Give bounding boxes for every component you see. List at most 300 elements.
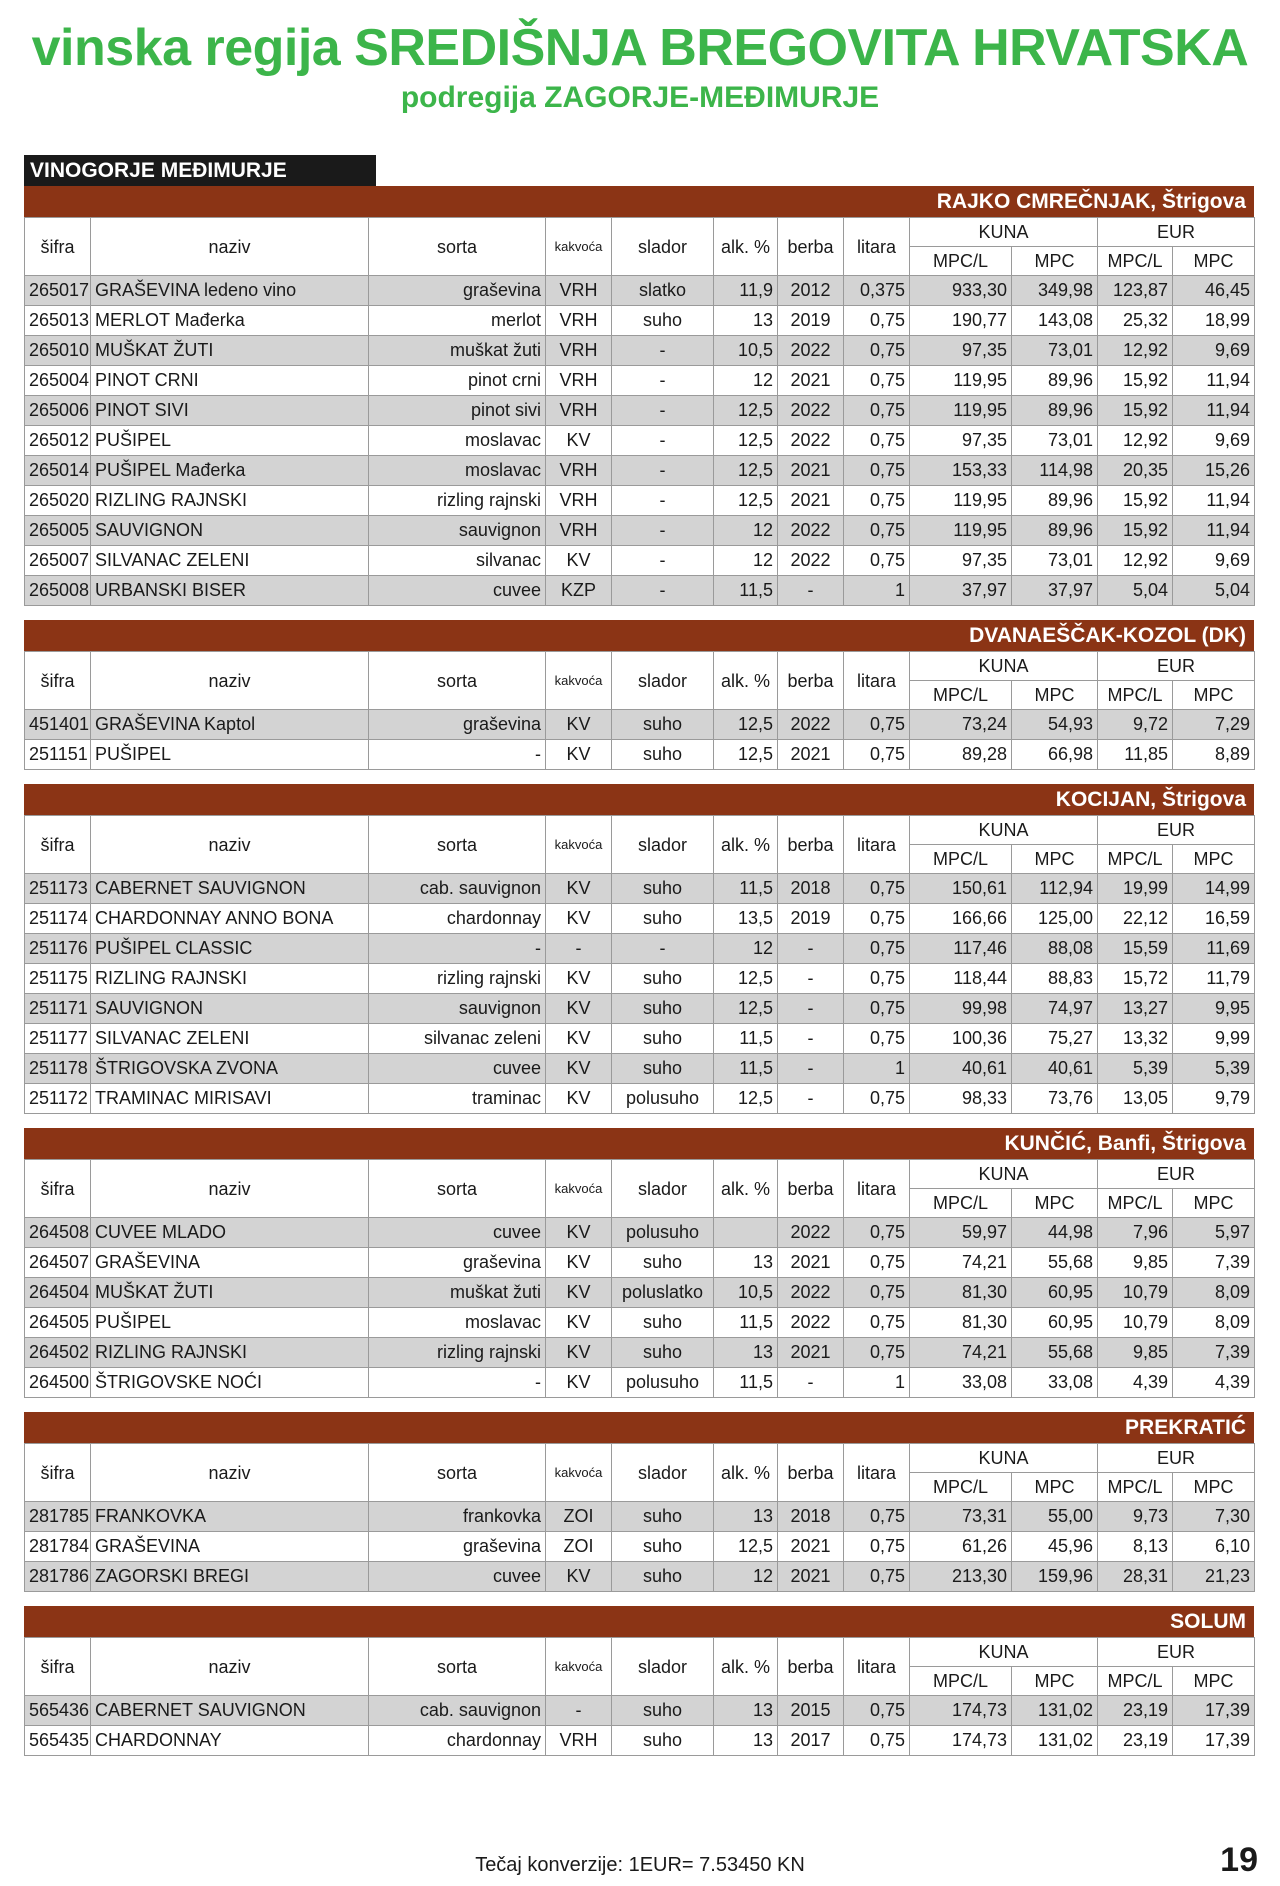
cell-vintage: 2022	[778, 546, 844, 576]
cell-sugar: polusuho	[612, 1218, 714, 1248]
cell-eur-mpc: 18,99	[1173, 306, 1255, 336]
cell-vintage: -	[778, 1368, 844, 1398]
cell-name: RIZLING RAJNSKI	[91, 1338, 369, 1368]
subregion-title: podregija ZAGORJE-MEĐIMURJE	[400, 81, 880, 114]
cell-name: MUŠKAT ŽUTI	[91, 1278, 369, 1308]
cell-eur-mpc: 7,30	[1173, 1502, 1255, 1532]
table-row	[25, 1726, 1255, 1756]
cell-volume: 0,75	[844, 964, 910, 994]
cell-volume: 0,75	[844, 874, 910, 904]
cell-eur-mpc-per-litre: 28,31	[1098, 1562, 1173, 1592]
cell-sugar: suho	[612, 1338, 714, 1368]
header-eur: EUR	[1098, 218, 1255, 247]
cell-quality: KV	[546, 1338, 612, 1368]
price-table	[24, 1637, 1255, 1756]
cell-variety: cuvee	[369, 1054, 546, 1084]
header-kuna-mpc: MPC	[1012, 247, 1098, 276]
table-row	[25, 426, 1255, 456]
cell-kuna-mpc-per-litre: 99,98	[910, 994, 1012, 1024]
price-table	[24, 1159, 1255, 1398]
cell-quality: KV	[546, 1368, 612, 1398]
cell-alcohol: 12	[714, 934, 778, 964]
cell-kuna-mpc: 73,01	[1012, 426, 1098, 456]
cell-vintage: 2022	[778, 516, 844, 546]
header-eur-mpc-per-litre: MPC/L	[1098, 1473, 1173, 1502]
cell-volume: 0,75	[844, 1532, 910, 1562]
cell-name: SAUVIGNON	[91, 994, 369, 1024]
cell-kuna-mpc-per-litre: 117,46	[910, 934, 1012, 964]
header-eur-mpc: MPC	[1173, 1473, 1255, 1502]
cell-sugar: polusuho	[612, 1084, 714, 1114]
cell-quality: KV	[546, 1248, 612, 1278]
table-row	[25, 934, 1255, 964]
cell-eur-mpc-per-litre: 13,05	[1098, 1084, 1173, 1114]
cell-eur-mpc-per-litre: 12,92	[1098, 546, 1173, 576]
cell-eur-mpc-per-litre: 15,72	[1098, 964, 1173, 994]
cell-kuna-mpc: 114,98	[1012, 456, 1098, 486]
header-name: naziv	[91, 1444, 369, 1502]
cell-alcohol	[714, 1218, 778, 1248]
table-row	[25, 904, 1255, 934]
cell-volume: 0,75	[844, 1024, 910, 1054]
header-kuna-mpc: MPC	[1012, 1473, 1098, 1502]
cell-eur-mpc-per-litre: 20,35	[1098, 456, 1173, 486]
cell-sugar: suho	[612, 710, 714, 740]
cell-code: 265010	[25, 336, 91, 366]
header-sugar: slador	[612, 652, 714, 710]
header-kuna: KUNA	[910, 1160, 1098, 1189]
cell-variety: cuvee	[369, 1218, 546, 1248]
header-vintage: berba	[778, 1444, 844, 1502]
producer-section	[24, 1606, 1254, 1770]
cell-vintage: 2021	[778, 1562, 844, 1592]
cell-kuna-mpc-per-litre: 40,61	[910, 1054, 1012, 1084]
cell-eur-mpc: 17,39	[1173, 1696, 1255, 1726]
cell-quality: ZOI	[546, 1502, 612, 1532]
cell-name: RIZLING RAJNSKI	[91, 486, 369, 516]
cell-variety: moslavac	[369, 456, 546, 486]
header-quality: kakvoća	[546, 1638, 612, 1696]
cell-variety: graševina	[369, 1532, 546, 1562]
cell-eur-mpc-per-litre: 23,19	[1098, 1696, 1173, 1726]
cell-alcohol: 11,5	[714, 1024, 778, 1054]
cell-sugar: -	[612, 486, 714, 516]
cell-variety: moslavac	[369, 426, 546, 456]
header-alcohol: alk. %	[714, 218, 778, 276]
table-row	[25, 396, 1255, 426]
cell-name: PUŠIPEL	[91, 740, 369, 770]
cell-sugar: slatko	[612, 276, 714, 306]
cell-alcohol: 12,5	[714, 1532, 778, 1562]
cell-vintage: 2022	[778, 426, 844, 456]
cell-name: CHARDONNAY ANNO BONA	[91, 904, 369, 934]
header-eur-mpc-per-litre: MPC/L	[1098, 845, 1173, 874]
cell-kuna-mpc: 54,93	[1012, 710, 1098, 740]
cell-quality: VRH	[546, 456, 612, 486]
header-vintage: berba	[778, 1160, 844, 1218]
cell-kuna-mpc-per-litre: 74,21	[910, 1248, 1012, 1278]
cell-alcohol: 12	[714, 366, 778, 396]
cell-kuna-mpc: 125,00	[1012, 904, 1098, 934]
cell-volume: 0,75	[844, 1308, 910, 1338]
cell-vintage: 2012	[778, 276, 844, 306]
table-row	[25, 576, 1255, 606]
header-quality: kakvoća	[546, 1160, 612, 1218]
producer-name: SOLUM	[24, 1606, 1254, 1637]
cell-quality: VRH	[546, 1726, 612, 1756]
cell-kuna-mpc-per-litre: 213,30	[910, 1562, 1012, 1592]
cell-kuna-mpc-per-litre: 89,28	[910, 740, 1012, 770]
cell-variety: cuvee	[369, 1562, 546, 1592]
cell-quality: KZP	[546, 576, 612, 606]
cell-volume: 0,75	[844, 516, 910, 546]
cell-vintage: 2021	[778, 1532, 844, 1562]
cell-quality: KV	[546, 1084, 612, 1114]
cell-quality: VRH	[546, 366, 612, 396]
cell-eur-mpc: 5,97	[1173, 1218, 1255, 1248]
header-eur: EUR	[1098, 1638, 1255, 1667]
cell-eur-mpc-per-litre: 25,32	[1098, 306, 1173, 336]
cell-volume: 0,75	[844, 1696, 910, 1726]
header-variety: sorta	[369, 652, 546, 710]
cell-eur-mpc-per-litre: 12,92	[1098, 336, 1173, 366]
cell-sugar: suho	[612, 1696, 714, 1726]
cell-eur-mpc: 21,23	[1173, 1562, 1255, 1592]
cell-kuna-mpc: 131,02	[1012, 1696, 1098, 1726]
cell-eur-mpc: 9,95	[1173, 994, 1255, 1024]
cell-eur-mpc: 15,26	[1173, 456, 1255, 486]
producer-name: DVANAEŠČAK-KOZOL (DK)	[24, 620, 1254, 651]
cell-variety: moslavac	[369, 1308, 546, 1338]
cell-variety: graševina	[369, 1248, 546, 1278]
cell-variety: cuvee	[369, 576, 546, 606]
cell-vintage: 2021	[778, 1248, 844, 1278]
cell-name: ZAGORSKI BREGI	[91, 1562, 369, 1592]
cell-kuna-mpc-per-litre: 97,35	[910, 426, 1012, 456]
cell-sugar: suho	[612, 1024, 714, 1054]
section-gap	[24, 770, 1254, 784]
cell-sugar: poluslatko	[612, 1278, 714, 1308]
header-alcohol: alk. %	[714, 652, 778, 710]
header-name: naziv	[91, 1638, 369, 1696]
cell-code: 251178	[25, 1054, 91, 1084]
cell-kuna-mpc-per-litre: 59,97	[910, 1218, 1012, 1248]
header-volume: litara	[844, 218, 910, 276]
cell-code: 265008	[25, 576, 91, 606]
cell-sugar: suho	[612, 874, 714, 904]
cell-eur-mpc-per-litre: 5,04	[1098, 576, 1173, 606]
cell-alcohol: 11,5	[714, 1054, 778, 1084]
cell-variety: rizling rajnski	[369, 1338, 546, 1368]
table-row	[25, 306, 1255, 336]
cell-eur-mpc-per-litre: 7,96	[1098, 1218, 1173, 1248]
header-volume: litara	[844, 1160, 910, 1218]
table-row	[25, 1532, 1255, 1562]
producer-name: RAJKO CMREČNJAK, Štrigova	[24, 186, 1254, 217]
cell-eur-mpc: 11,69	[1173, 934, 1255, 964]
cell-eur-mpc-per-litre: 15,92	[1098, 396, 1173, 426]
header-kuna-mpc-per-litre: MPC/L	[910, 1667, 1012, 1696]
table-row	[25, 710, 1255, 740]
cell-code: 251177	[25, 1024, 91, 1054]
cell-kuna-mpc-per-litre: 119,95	[910, 516, 1012, 546]
cell-volume: 0,75	[844, 546, 910, 576]
cell-alcohol: 13	[714, 1338, 778, 1368]
cell-kuna-mpc-per-litre: 119,95	[910, 396, 1012, 426]
cell-code: 281784	[25, 1532, 91, 1562]
cell-sugar: -	[612, 576, 714, 606]
header-sugar: slador	[612, 816, 714, 874]
cell-name: RIZLING RAJNSKI	[91, 964, 369, 994]
cell-variety: silvanac	[369, 546, 546, 576]
cell-eur-mpc: 5,04	[1173, 576, 1255, 606]
cell-code: 251173	[25, 874, 91, 904]
cell-sugar: -	[612, 426, 714, 456]
cell-volume: 0,75	[844, 934, 910, 964]
cell-code: 251174	[25, 904, 91, 934]
cell-kuna-mpc-per-litre: 153,33	[910, 456, 1012, 486]
cell-variety: traminac	[369, 1084, 546, 1114]
cell-vintage: -	[778, 1024, 844, 1054]
cell-volume: 0,75	[844, 710, 910, 740]
cell-sugar: -	[612, 396, 714, 426]
cell-kuna-mpc: 60,95	[1012, 1278, 1098, 1308]
cell-name: PINOT CRNI	[91, 366, 369, 396]
cell-name: PINOT SIVI	[91, 396, 369, 426]
cell-variety: -	[369, 740, 546, 770]
cell-name: CABERNET SAUVIGNON	[91, 874, 369, 904]
cell-name: MUŠKAT ŽUTI	[91, 336, 369, 366]
cell-variety: -	[369, 1368, 546, 1398]
cell-alcohol: 12,5	[714, 426, 778, 456]
header-eur: EUR	[1098, 1444, 1255, 1473]
header-vintage: berba	[778, 1638, 844, 1696]
header-kuna: KUNA	[910, 816, 1098, 845]
cell-eur-mpc: 9,69	[1173, 336, 1255, 366]
cell-kuna-mpc: 88,83	[1012, 964, 1098, 994]
cell-eur-mpc: 11,79	[1173, 964, 1255, 994]
cell-eur-mpc: 8,89	[1173, 740, 1255, 770]
header-name: naziv	[91, 816, 369, 874]
cell-eur-mpc-per-litre: 23,19	[1098, 1726, 1173, 1756]
cell-sugar: suho	[612, 1248, 714, 1278]
cell-kuna-mpc: 33,08	[1012, 1368, 1098, 1398]
cell-code: 251175	[25, 964, 91, 994]
cell-quality: KV	[546, 710, 612, 740]
cell-name: SILVANAC ZELENI	[91, 1024, 369, 1054]
cell-vintage: -	[778, 1084, 844, 1114]
cell-vintage: 2022	[778, 710, 844, 740]
header-kuna-mpc: MPC	[1012, 1667, 1098, 1696]
cell-eur-mpc-per-litre: 15,92	[1098, 486, 1173, 516]
table-row	[25, 1338, 1255, 1368]
cell-eur-mpc: 6,10	[1173, 1532, 1255, 1562]
table-row	[25, 1054, 1255, 1084]
header-kuna-mpc-per-litre: MPC/L	[910, 1189, 1012, 1218]
table-row	[25, 1278, 1255, 1308]
cell-eur-mpc-per-litre: 10,79	[1098, 1308, 1173, 1338]
header-code: šifra	[25, 1444, 91, 1502]
header-eur-mpc: MPC	[1173, 247, 1255, 276]
cell-kuna-mpc: 73,01	[1012, 546, 1098, 576]
cell-variety: -	[369, 934, 546, 964]
cell-kuna-mpc-per-litre: 37,97	[910, 576, 1012, 606]
table-row	[25, 994, 1255, 1024]
cell-eur-mpc: 14,99	[1173, 874, 1255, 904]
header-quality: kakvoća	[546, 652, 612, 710]
cell-code: 265004	[25, 366, 91, 396]
cell-kuna-mpc: 89,96	[1012, 366, 1098, 396]
cell-kuna-mpc-per-litre: 166,66	[910, 904, 1012, 934]
cell-code: 265007	[25, 546, 91, 576]
header-code: šifra	[25, 1638, 91, 1696]
cell-kuna-mpc-per-litre: 150,61	[910, 874, 1012, 904]
cell-quality: VRH	[546, 486, 612, 516]
header-variety: sorta	[369, 816, 546, 874]
cell-eur-mpc-per-litre: 8,13	[1098, 1532, 1173, 1562]
cell-alcohol: 13,5	[714, 904, 778, 934]
cell-code: 251172	[25, 1084, 91, 1114]
cell-kuna-mpc-per-litre: 190,77	[910, 306, 1012, 336]
header-kuna: KUNA	[910, 1444, 1098, 1473]
header-kuna-mpc-per-litre: MPC/L	[910, 845, 1012, 874]
cell-kuna-mpc-per-litre: 119,95	[910, 486, 1012, 516]
cell-kuna-mpc: 349,98	[1012, 276, 1098, 306]
cell-name: CHARDONNAY	[91, 1726, 369, 1756]
cell-eur-mpc-per-litre: 5,39	[1098, 1054, 1173, 1084]
cell-quality: KV	[546, 1308, 612, 1338]
table-row	[25, 336, 1255, 366]
header-volume: litara	[844, 652, 910, 710]
table-row	[25, 1248, 1255, 1278]
cell-sugar: polusuho	[612, 1368, 714, 1398]
cell-alcohol: 12,5	[714, 486, 778, 516]
cell-quality: KV	[546, 546, 612, 576]
cell-volume: 0,75	[844, 486, 910, 516]
cell-sugar: suho	[612, 1502, 714, 1532]
cell-eur-mpc-per-litre: 123,87	[1098, 276, 1173, 306]
cell-kuna-mpc: 89,96	[1012, 516, 1098, 546]
cell-quality: KV	[546, 426, 612, 456]
cell-kuna-mpc: 60,95	[1012, 1308, 1098, 1338]
cell-kuna-mpc-per-litre: 174,73	[910, 1726, 1012, 1756]
cell-code: 265020	[25, 486, 91, 516]
cell-kuna-mpc: 45,96	[1012, 1532, 1098, 1562]
producer-name: KUNČIĆ, Banfi, Štrigova	[24, 1128, 1254, 1159]
cell-code: 281785	[25, 1502, 91, 1532]
cell-vintage: 2022	[778, 1278, 844, 1308]
cell-quality: KV	[546, 994, 612, 1024]
header-sugar: slador	[612, 218, 714, 276]
table-row	[25, 740, 1255, 770]
header-name: naziv	[91, 1160, 369, 1218]
header-kuna-mpc-per-litre: MPC/L	[910, 247, 1012, 276]
cell-sugar: -	[612, 366, 714, 396]
header-code: šifra	[25, 1160, 91, 1218]
cell-alcohol: 13	[714, 1248, 778, 1278]
cell-code: 264508	[25, 1218, 91, 1248]
cell-variety: chardonnay	[369, 904, 546, 934]
cell-sugar: suho	[612, 1726, 714, 1756]
header-eur: EUR	[1098, 652, 1255, 681]
cell-alcohol: 10,5	[714, 1278, 778, 1308]
cell-volume: 0,75	[844, 456, 910, 486]
cell-code: 265013	[25, 306, 91, 336]
cell-name: GRAŠEVINA ledeno vino	[91, 276, 369, 306]
cell-alcohol: 13	[714, 1726, 778, 1756]
header-quality: kakvoća	[546, 218, 612, 276]
cell-kuna-mpc-per-litre: 97,35	[910, 336, 1012, 366]
section-gap	[24, 1398, 1254, 1412]
producer-section	[24, 186, 1254, 620]
cell-alcohol: 12	[714, 1562, 778, 1592]
cell-name: PUŠIPEL	[91, 1308, 369, 1338]
cell-eur-mpc-per-litre: 12,92	[1098, 426, 1173, 456]
cell-eur-mpc: 9,99	[1173, 1024, 1255, 1054]
cell-variety: silvanac zeleni	[369, 1024, 546, 1054]
cell-kuna-mpc: 55,68	[1012, 1248, 1098, 1278]
cell-alcohol: 13	[714, 1696, 778, 1726]
cell-quality: KV	[546, 874, 612, 904]
cell-volume: 0,75	[844, 1248, 910, 1278]
header-alcohol: alk. %	[714, 1444, 778, 1502]
cell-sugar: suho	[612, 964, 714, 994]
vinogorje-label: VINOGORJE MEĐIMURJE	[24, 155, 376, 186]
header-name: naziv	[91, 218, 369, 276]
cell-sugar: -	[612, 516, 714, 546]
wine-price-list	[24, 186, 1254, 1770]
cell-eur-mpc-per-litre: 9,72	[1098, 710, 1173, 740]
cell-volume: 0,75	[844, 366, 910, 396]
header-eur-mpc-per-litre: MPC/L	[1098, 681, 1173, 710]
cell-alcohol: 12	[714, 516, 778, 546]
header-variety: sorta	[369, 218, 546, 276]
cell-eur-mpc-per-litre: 19,99	[1098, 874, 1173, 904]
cell-vintage: 2015	[778, 1696, 844, 1726]
cell-name: TRAMINAC MIRISAVI	[91, 1084, 369, 1114]
cell-alcohol: 12,5	[714, 964, 778, 994]
cell-variety: merlot	[369, 306, 546, 336]
table-row	[25, 276, 1255, 306]
cell-kuna-mpc-per-litre: 61,26	[910, 1532, 1012, 1562]
cell-vintage: 2021	[778, 366, 844, 396]
cell-quality: VRH	[546, 276, 612, 306]
header-eur-mpc: MPC	[1173, 1667, 1255, 1696]
table-row	[25, 366, 1255, 396]
cell-vintage: 2017	[778, 1726, 844, 1756]
cell-name: PUŠIPEL CLASSIC	[91, 934, 369, 964]
producer-section	[24, 1412, 1254, 1606]
cell-code: 265012	[25, 426, 91, 456]
price-table	[24, 217, 1255, 606]
header-eur-mpc-per-litre: MPC/L	[1098, 1189, 1173, 1218]
cell-volume: 0,75	[844, 904, 910, 934]
table-row	[25, 486, 1255, 516]
table-row	[25, 1084, 1255, 1114]
cell-kuna-mpc: 55,68	[1012, 1338, 1098, 1368]
cell-volume: 1	[844, 1368, 910, 1398]
cell-kuna-mpc: 37,97	[1012, 576, 1098, 606]
cell-vintage: -	[778, 1054, 844, 1084]
cell-kuna-mpc: 143,08	[1012, 306, 1098, 336]
cell-variety: frankovka	[369, 1502, 546, 1532]
cell-sugar: suho	[612, 306, 714, 336]
cell-vintage: 2021	[778, 740, 844, 770]
cell-name: GRAŠEVINA	[91, 1248, 369, 1278]
table-row	[25, 1218, 1255, 1248]
table-row	[25, 964, 1255, 994]
cell-vintage: 2022	[778, 1218, 844, 1248]
